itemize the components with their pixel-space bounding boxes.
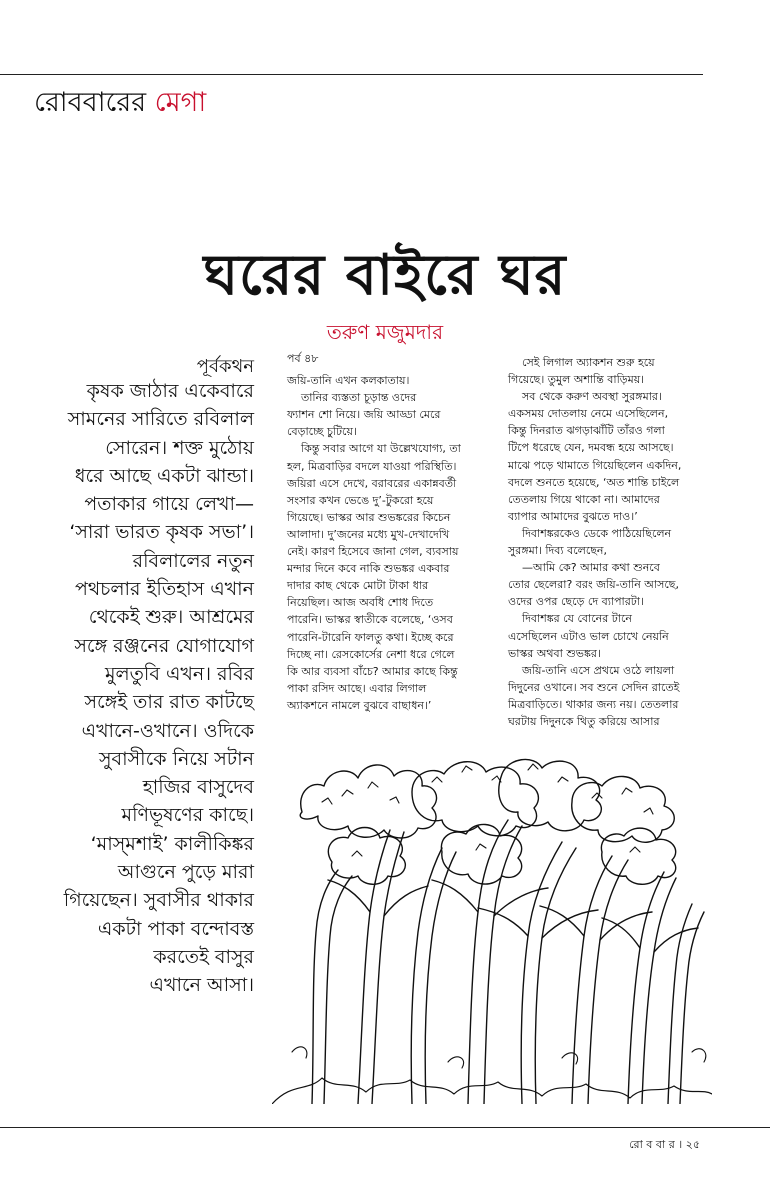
- body-line: তোর ছেলেরা? বরং জয়ি-তানি আসছে,: [508, 578, 679, 592]
- body-column-middle: [287, 350, 497, 714]
- body-line: দিচ্ছে না। রেসকোর্সের নেশা ধরে গেলে: [287, 647, 455, 661]
- trunk-5-b: [535, 848, 576, 1104]
- body-line: গিয়েছে। ভাস্কর আর শুভঙ্করের কিচেন: [287, 510, 451, 524]
- synopsis-line: করতেই বাসুর: [153, 945, 254, 968]
- synopsis-line: থেকেই শুরু। আশ্রমের: [88, 606, 254, 629]
- body-line: টিপে ধরেছে যেন, দমবন্ধ হয়ে আসছে।: [508, 441, 674, 455]
- branches: [328, 880, 698, 952]
- trunk-4-b: [484, 826, 522, 1104]
- page-footer: রো ব বা র । ২৫: [629, 1138, 700, 1151]
- synopsis-line: সুবাসীকে নিয়ে সটান: [99, 747, 254, 770]
- body-line: বদলে শুনতে হয়েছে, ‘অত শান্তি চাইলে: [508, 475, 680, 489]
- synopsis-line: সোরেন। শক্ত মুঠোয়: [105, 436, 254, 459]
- body-line: দিদুনের ওখানে। সব শুনে সেদিন রাতেই: [508, 680, 680, 694]
- section-label-main: রোববারের: [34, 87, 147, 118]
- article-headline: ঘরের বাইরে ঘর: [203, 243, 567, 308]
- body-line: ফ্যাশন শো নিয়ে। জয়ি আড্ডা মেরে: [287, 408, 441, 422]
- body-line: ঘরটায় দিদুনকে থিতু করিয়ে আসার: [508, 714, 660, 728]
- body-line: হল, মিত্রবাড়ির বদলে যাওয়া পরিস্থিতি।: [287, 459, 457, 473]
- synopsis-line: সঙ্গেই তার রাত কাটছে: [84, 691, 254, 714]
- canopy-right: [572, 776, 674, 842]
- body-line: পারেনি-টারেনি ফালতু কথা। ইচ্ছে করে: [287, 630, 454, 644]
- canopy-low-left: [328, 828, 405, 885]
- canopy-center-left: [412, 762, 538, 836]
- canopy-left: [300, 765, 436, 838]
- leaf-marks: [322, 764, 653, 856]
- trunk-5-a: [521, 842, 562, 1104]
- body-line: দাদার কাছ থেকে মোটা টাকা ধার: [287, 579, 429, 593]
- bottom-rule: [0, 1127, 770, 1128]
- synopsis-line: হাজির বাসুদেব: [142, 776, 254, 799]
- body-line: তেতলায় গিয়ে থাকো না। আমাদের: [508, 492, 660, 506]
- body-line: —আমি কে? আমার কথা শুনবে: [508, 561, 660, 575]
- body-line: ভাস্কর অথবা শুভঙ্কর।: [508, 646, 601, 660]
- body-column-right: [508, 354, 713, 730]
- undergrowth: [272, 1078, 712, 1104]
- top-rule: [0, 74, 703, 75]
- synopsis-line: আগুনে পুড়ে মারা: [117, 861, 254, 884]
- synopsis-line: সঙ্গে রঞ্জনের যোগাযোগ: [74, 634, 254, 657]
- trunk-4-a: [468, 820, 508, 1104]
- body-line: ওদের ওপর ছেড়ে দে ব্যাপারটা।: [508, 595, 644, 609]
- body-line: জয়িরা এসে দেখে, বরাবরের একান্নবর্তী: [287, 476, 457, 490]
- trunk-6-b: [588, 860, 628, 1104]
- section-label: [34, 82, 206, 127]
- body-line: একসময় দোতলায় নেমে এসেছিলেন,: [508, 407, 669, 421]
- synopsis-line: ‘সারা ভারত কৃষক সভা’।: [69, 521, 254, 544]
- body-line: ব্যাপার আমাদের বুঝতে দাও।’: [508, 509, 638, 523]
- body-line: মন্দার দিনে কবে নাকি শুভঙ্কর একবার: [287, 562, 450, 576]
- synopsis-line: মণিভূষণের কাছে।: [121, 804, 254, 827]
- body-line: মাঝে পড়ে থামাতে গিয়েছিলেন একদিন,: [508, 458, 682, 472]
- synopsis-block: [30, 377, 254, 1000]
- trunk-6-a: [572, 856, 612, 1104]
- synopsis-line: রবিলালের নতুন: [132, 549, 254, 572]
- section-label-accent: মেগা: [154, 87, 207, 118]
- synopsis-line: এখানে আসা।: [149, 974, 254, 997]
- body-line: দিবাশঙ্করকেও ডেকে পাঠিয়েছিলেন: [508, 526, 672, 540]
- author-byline: তরুণ মজুমদার: [326, 320, 444, 344]
- synopsis-heading: পূর্বকথন: [196, 356, 254, 377]
- body-line: সুরঙ্গমা। দিব্য বলেছেন,: [508, 544, 607, 558]
- body-line: কিন্তু দিনরাত ঝগড়াঝাঁটি তাঁরও গলা: [508, 424, 665, 438]
- synopsis-line: গিয়েছেন। সুবাসীর থাকার: [63, 889, 254, 912]
- body-line: বেড়াচ্ছে চুটিয়ে।: [287, 425, 357, 439]
- synopsis-line: একটা পাকা বন্দোবস্ত: [97, 917, 254, 940]
- body-line: মিত্রবাড়িতে। থাকার জন্য নয়। তেতলার: [508, 697, 679, 711]
- body-line: পাকা রসিদ আছে। এবার লিগাল: [287, 681, 427, 695]
- body-line: নেই। কারণ হিসেবে জানা গেল, ব্যবসায়: [287, 545, 459, 559]
- body-line: সব থেকে করুণ অবস্থা সুরঙ্গমার।: [508, 390, 662, 404]
- body-line: সেই লিগাল অ্যাকশন শুরু হয়ে: [508, 356, 655, 369]
- episode-label: পর্ব ৪৮: [287, 352, 319, 365]
- body-line: নিয়েছিল। আজ অবধি শোধ দিতে: [287, 596, 434, 610]
- body-line: জয়ি-তানি এখন কলকাতায়।: [287, 374, 410, 388]
- trunk-7-a: [628, 872, 664, 1104]
- body-line: কি আর ব্যবসা বাঁচে? আমার কাছে কিন্তু: [287, 664, 458, 678]
- body-line: দিবাশঙ্কর যে বোনের টানে: [508, 612, 632, 626]
- body-line: গিয়েছে। তুমুল অশান্তি বাড়িময়।: [508, 373, 645, 387]
- body-line: এসেছিলেন এটাও ভাল চোখে নেয়নি: [508, 629, 669, 643]
- synopsis-line: পথচলার ইতিহাস এখান: [74, 578, 254, 601]
- synopsis-line: সামনের সারিতে রবিলাল: [67, 408, 254, 431]
- trunk-3-b: [425, 852, 456, 1104]
- synopsis-line: এখানে-ওখানে। ওদিকে: [81, 719, 254, 742]
- body-line: আলাদা। দু’জনের মধ্যে মুখ-দেখাদেখি: [287, 527, 450, 541]
- body-line: পারেনি। ভাস্কর স্বাতীকে বলেছে, ‘ওসব: [287, 613, 453, 627]
- synopsis-line: পতাকার গায়ে লেখা—: [84, 493, 254, 516]
- body-line: কিন্তু সবার আগে যা উল্লেখযোগ্য, তা: [287, 442, 461, 456]
- trunk-8-b: [680, 912, 704, 1104]
- trunk-8-a: [668, 904, 692, 1104]
- synopsis-line: ‘মাস্‌মশাই’ কালীকিঙ্কর: [90, 832, 254, 855]
- synopsis-line: কৃষক জাঠার একেবারে: [86, 380, 254, 402]
- synopsis-line: ধরে আছে একটা ঝান্ডা।: [74, 464, 254, 487]
- synopsis-line: মুলতুবি এখন। রবির: [104, 662, 254, 685]
- body-line: জয়ি-তানি এসে প্রথমে ওঠে লায়লা: [508, 663, 675, 677]
- body-line: সংসার কখন ভেঙে দু’-টুকরো হয়ে: [287, 493, 434, 507]
- forest-illustration: [272, 752, 712, 1104]
- body-line: অ্যাকশনে নামলে বুঝবে বাছাধন।’: [287, 698, 432, 712]
- body-line: তানির ব্যস্ততা চূড়ান্ত ওদের: [287, 391, 417, 405]
- trunk-1-b: [324, 876, 352, 1104]
